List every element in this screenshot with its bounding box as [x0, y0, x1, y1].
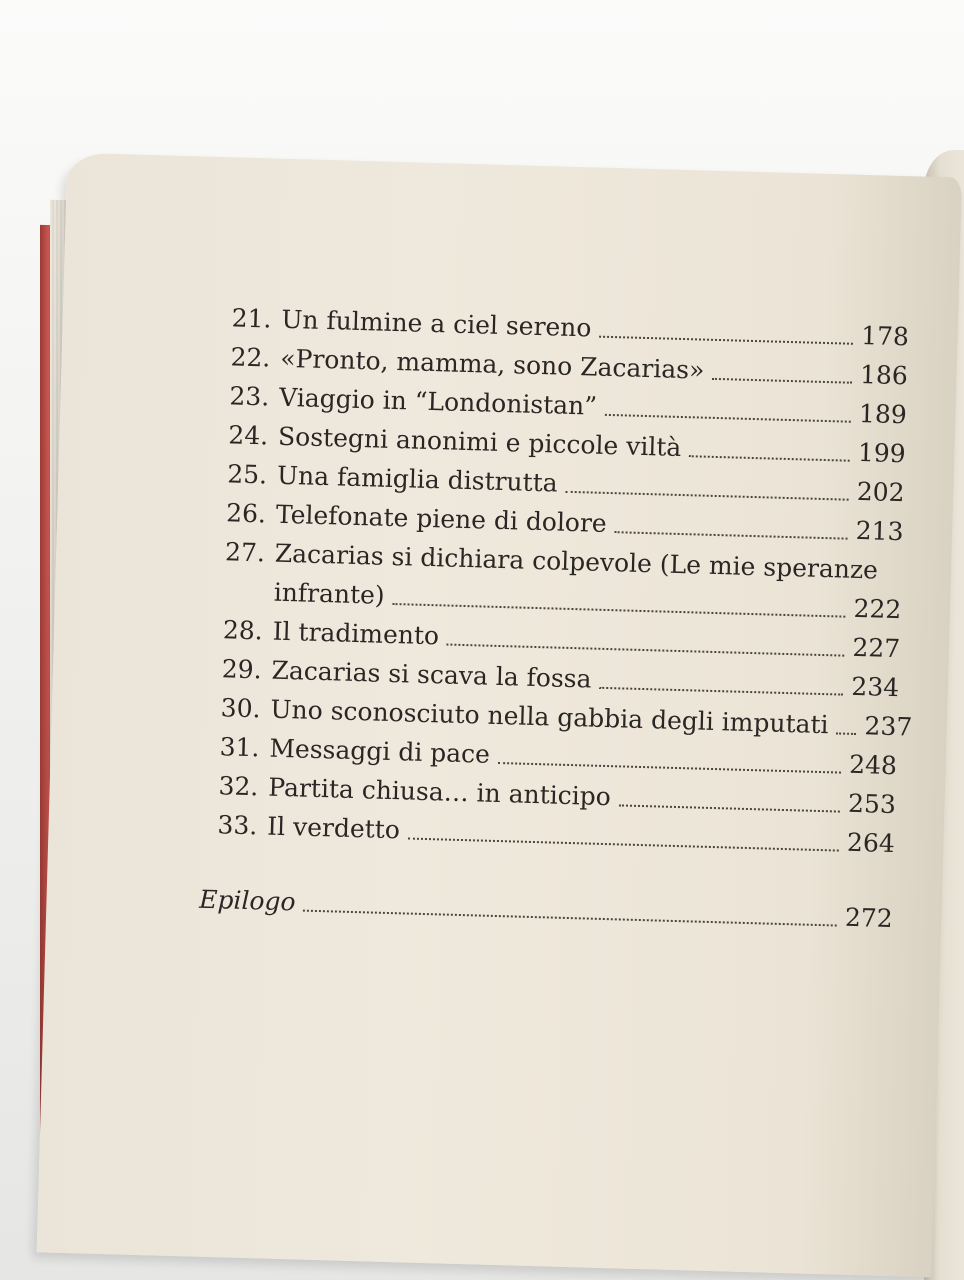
chapter-number: 25.	[226, 459, 268, 490]
page-number: 186	[859, 359, 909, 391]
chapter-number: 29.	[221, 654, 263, 685]
leader-dots	[498, 762, 841, 774]
epilogue-title: Epilogo	[198, 884, 296, 917]
page-number: 189	[858, 398, 908, 430]
chapter-title: Sostegni anonimi e piccole viltà	[277, 421, 682, 462]
chapter-title: Il verdetto	[266, 811, 401, 845]
table-of-contents	[198, 298, 913, 938]
chapter-title-line2: infrante)	[273, 577, 386, 610]
page-number: 213	[855, 515, 904, 547]
leader-dots	[689, 455, 850, 461]
leader-dots	[605, 414, 851, 423]
leader-dots	[392, 603, 845, 618]
page-number: 264	[846, 827, 896, 859]
chapter-number: 27.	[224, 537, 266, 568]
chapter-title: Una famiglia distrutta	[276, 460, 559, 498]
chapter-title: Messaggi di pace	[269, 733, 491, 769]
leader-dots	[712, 378, 852, 384]
chapter-number: 28.	[222, 615, 264, 646]
page-number: 272	[844, 902, 894, 934]
chapter-number: 24.	[228, 420, 269, 451]
chapter-number: 22.	[230, 342, 271, 373]
chapter-title: Viaggio in “Londonistan”	[278, 382, 598, 421]
page-number: 227	[852, 632, 901, 664]
page-number: 178	[860, 320, 910, 352]
leader-dots	[618, 804, 839, 812]
leader-dots	[599, 687, 843, 696]
chapter-number: 26.	[225, 498, 267, 529]
leader-dots	[836, 732, 856, 735]
page-number: 199	[857, 437, 907, 469]
chapter-number: 32.	[218, 771, 259, 802]
chapter-number: 30.	[220, 693, 261, 724]
chapter-title: Telefonate piene di dolore	[275, 499, 608, 538]
chapter-title: Zacarias si scava la fossa	[271, 655, 592, 694]
chapter-title: Il tradimento	[272, 616, 440, 651]
leader-dots	[447, 644, 844, 657]
chapter-title: «Pronto, mamma, sono Zacarias»	[279, 343, 705, 385]
chapter-number: 21.	[231, 303, 272, 334]
leader-dots	[599, 336, 853, 345]
page-number: 237	[864, 711, 913, 742]
page-number: 253	[847, 788, 897, 820]
chapter-title-line1: Zacarias si dichiara colpevole (Le mie speranze	[274, 538, 879, 585]
leader-dots	[614, 531, 847, 540]
page-number: 202	[856, 476, 905, 508]
chapter-title: Un fulmine a ciel sereno	[281, 304, 592, 343]
page-number: 234	[850, 671, 900, 703]
chapter-title: Partita chiusa… in anticipo	[267, 772, 612, 812]
chapter-number: 23.	[229, 381, 270, 412]
chapter-number: 33.	[217, 810, 258, 841]
leader-dots	[408, 838, 839, 852]
leader-dots	[565, 491, 848, 501]
page-number: 222	[853, 593, 902, 625]
page-number: 248	[848, 749, 898, 781]
chapter-number: 31.	[219, 732, 260, 763]
chapter-title: Uno sconosciuto nella gabbia degli imputati	[270, 694, 829, 740]
